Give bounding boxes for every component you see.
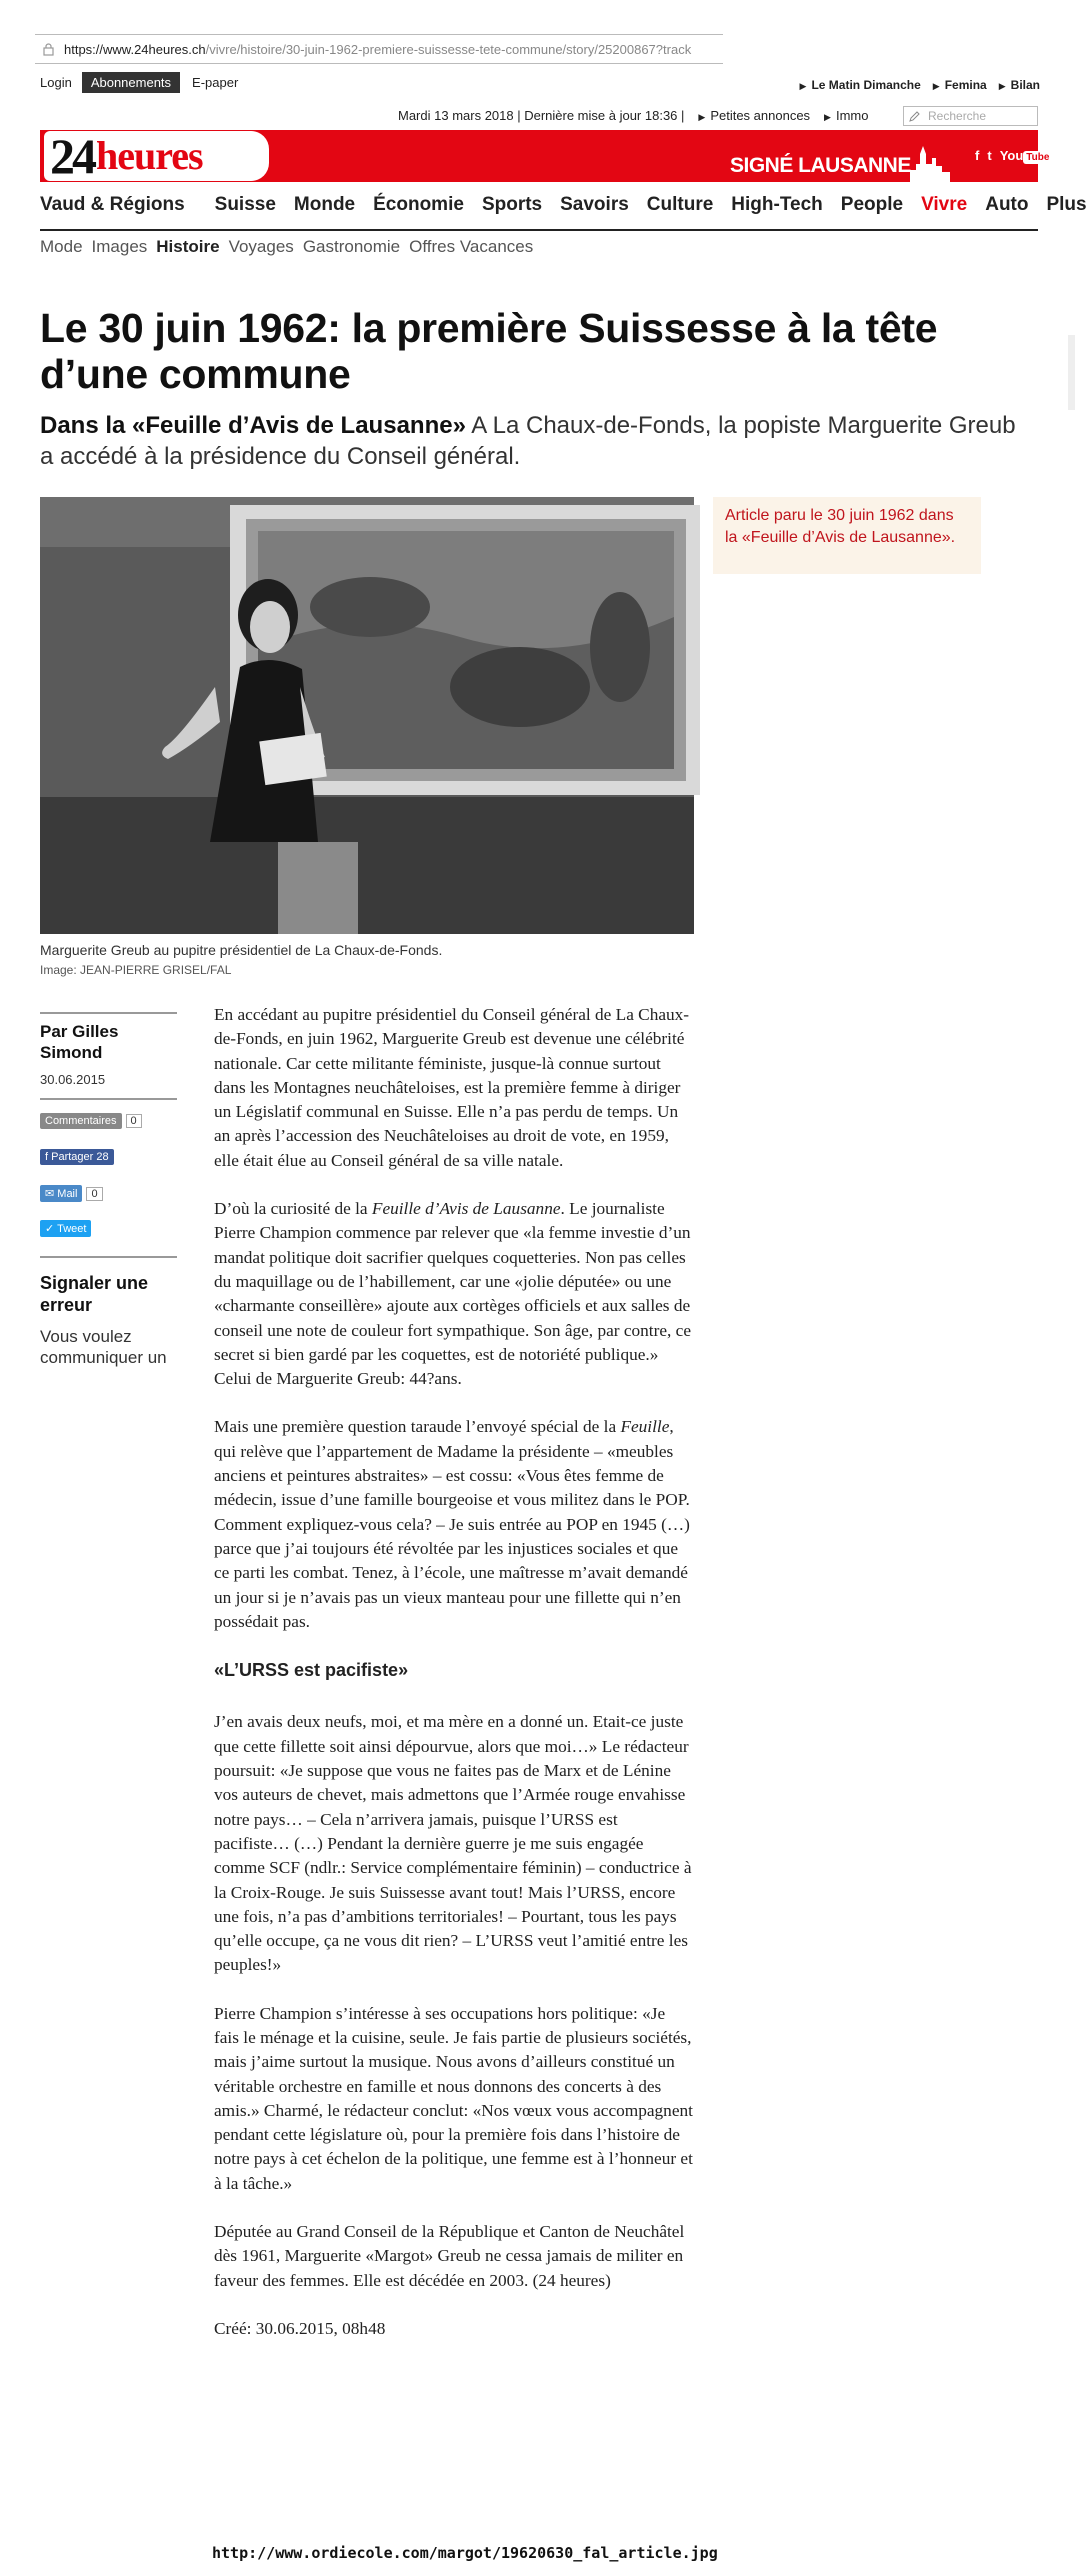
comments-share (40, 1113, 142, 1129)
sidebar-divider (40, 1256, 177, 1258)
subheading: «L’URSS est pacifiste» (214, 1660, 409, 1681)
mail-share (40, 1185, 103, 1202)
nav-item-plus[interactable]: Plus (1046, 194, 1087, 215)
mail-icon: ✉ (45, 1188, 58, 1200)
subnav-item-images[interactable]: Images (91, 237, 148, 256)
site-logo[interactable] (44, 128, 269, 184)
article-photo (40, 497, 694, 934)
abonnements-button[interactable]: Abonnements (82, 72, 180, 93)
created-timestamp: Créé: 30.06.2015, 08h48 (214, 2318, 386, 2338)
paragraph: Mais une première question taraude l’envoyé spécial de la Feuille, qui relève que l’appartement de Madame la présidente – «meubles anciens et peintures abstraites» – est cossu: «Vous êtes femme de médecin, issue d’une famille bourgeoise et vous militez dans le POP. Comment expliquez-vous cela? – Je suis entrée au POP en 1945 (…) parce que j’ai toujours été révoltée par les injustices sociales et que ce parti les combat. Tenez, à l’école, une maîtresse m’avait demandé un jour si je n’avais pas un vieux manteau pour une fillette qui n’en possédait pas. (214, 1417, 690, 1631)
article-source-note: Article paru le 30 juin 1962 dans la «Feuille d’Avis de Lausanne». (713, 497, 981, 574)
article-lead (40, 410, 1030, 472)
subnav-item-offres-vacances[interactable]: Offres Vacances (409, 237, 534, 256)
paragraph: J’en avais deux neufs, moi, et ma mère en a donné un. Etait-ce juste que cette fillette soit ainsi dépourvue, alors que moi…» Le rédacteur poursuit: «Je suppose que vous ne faites pas de Marx et de Lénine vos auteurs de chevet, mais admettons que l’Armée rouge envahisse notre pays… – Cela n’arrivera jamais, puisque l’URSS est pacifiste… (…) Pendant la dernière guerre je me suis engagée comme SCF (ndlr.: Service complémentaire féminin) – conductrice à la Croix-Rouge. Je suis Suissesse avant tout! Mais l’URSS, encore une fois, n’a pas d’ambitions territoriales! – Pourtant, tous les pays qu’elle occupe, ça ne vous dit rien? – L’URSS veut l’amitié entre les peuples!» (214, 1712, 692, 1975)
article-author[interactable]: Par Gilles Simond (40, 1022, 119, 1062)
pencil-icon (909, 110, 921, 122)
sidebar-divider (40, 1012, 177, 1014)
mail-count: 0 (86, 1187, 102, 1201)
current-date: Mardi 13 mars 2018 | Dernière mise à jour 18:36 | (398, 108, 685, 123)
nav-item-vaud[interactable]: Vaud & Régions (40, 194, 185, 215)
subnav-item-gastronomie[interactable]: Gastronomie (302, 237, 401, 256)
lead-source: Dans la «Feuille d’Avis de Lausanne» (40, 412, 466, 439)
twitter-icon: ✓ (45, 1223, 58, 1235)
utility-links (40, 72, 248, 93)
partner-link[interactable]: ▶ Bilan (999, 78, 1040, 92)
url-path: /vivre/histoire/30-juin-1962-premiere-suissesse-tete-commune/story/25200867?track (205, 41, 692, 57)
sub-nav (40, 237, 533, 257)
search-placeholder: Recherche (928, 109, 987, 123)
brand-bar (40, 128, 1050, 184)
paragraph: En accédant au pupitre présidentiel du Conseil général de La Chaux-de-Fonds, en juin 1962, Marguerite Greub est devenue une célébrité nationale. Car cette militante féministe, jusque-là connue surtout dans les Montagnes neuchâteloises, est la première femme à diriger un Législatif communal en Suisse. Elle n’a pas perdu de temps. Un an après l’accession des Neuchâteloises au droit de vote, en 1959, elle était élue au Conseil général de sa ville natale. (214, 1005, 690, 1170)
nav-item-culture[interactable]: Culture (646, 194, 714, 215)
publish-date: 30.06.2015 (40, 1072, 106, 1087)
facebook-share-button[interactable]: f Partager 28 (40, 1149, 114, 1165)
paragraph: Députée au Grand Conseil de la République et Canton de Neuchâtel dès 1961, Marguerite «Margot» Greub ne cessa jamais de militer en faveur des femmes. Elle est décédée en 2003. (24 heures) (214, 2222, 685, 2290)
tweet-button[interactable]: ✓ Tweet (40, 1220, 91, 1237)
lock-icon (43, 43, 54, 56)
cathedral-icon (910, 144, 950, 182)
main-nav (40, 194, 1087, 216)
paragraph: Pierre Champion s’intéresse à ses occupations hors politique: «Je fais le ménage et la cuisine, seule. Je fais partie de plusieurs sociétés, mais j’aime surtout la musique. Nous avons d’ailleurs constitué un véritable orchestre en famille et nous donnons des concerts à des amis.» Charmé, le rédacteur conclut: «Nos vœux vous accompagnent pendant cette législature où, pour la première fois dans l’histoire de notre pays à cet échelon de la politique, une femme est à l’honneur et à la tâche.» (214, 2003, 693, 2193)
youtube-icon[interactable]: You Tube (1000, 148, 1053, 163)
nav-divider (40, 229, 1038, 231)
url-host: https://www.24heures.ch (64, 41, 206, 57)
article-body (214, 1003, 694, 2365)
mail-share-button[interactable]: ✉ Mail (40, 1185, 82, 1202)
partner-links (800, 78, 1040, 92)
source-url: http://www.ordiecole.com/margot/19620630_fal_article.jpg (212, 2544, 718, 2562)
nav-item-people[interactable]: People (840, 194, 904, 215)
address-bar[interactable] (35, 34, 723, 64)
subnav-item-mode[interactable]: Mode (40, 237, 83, 256)
nav-item-sports[interactable]: Sports (481, 194, 543, 215)
report-error-title[interactable]: Signaler une erreur (40, 1273, 149, 1315)
lead-text: A La Chaux-de-Fonds, la popiste Marguerite Greub a accédé à la présidence du Conseil général. (40, 412, 1016, 470)
nav-item-monde[interactable]: Monde (293, 194, 356, 215)
logo-word: heures (96, 133, 203, 178)
search-input[interactable] (903, 106, 1038, 126)
report-error-text: Vous voulez communiquer un (40, 1327, 167, 1367)
petites-annonces-link[interactable]: ▶ Petites annonces (698, 108, 810, 123)
nav-item-high-tech[interactable]: High-Tech (731, 194, 823, 215)
subnav-item-histoire[interactable]: Histoire (156, 237, 220, 256)
dateline (398, 108, 868, 123)
sidebar-divider (40, 1098, 177, 1100)
twitter-icon[interactable]: t (987, 148, 992, 163)
comments-count: 0 (126, 1114, 142, 1128)
comments-button[interactable]: Commentaires (40, 1113, 122, 1129)
social-links (975, 148, 1052, 163)
photo-caption: Marguerite Greub au pupitre présidentiel de La Chaux-de-Fonds. (40, 942, 443, 958)
publication-name: Feuille (620, 1417, 670, 1437)
signe-lausanne-logo[interactable]: SIGNÉ LAUSANNE (730, 154, 911, 177)
facebook-icon: f (45, 1151, 52, 1163)
nav-item-economie[interactable]: Économie (373, 194, 464, 215)
publication-name: Feuille d’Avis de Lausanne (371, 1199, 561, 1219)
login-link[interactable]: Login (40, 75, 72, 90)
logo-number: 24 (50, 128, 94, 184)
partner-link[interactable]: ▶ Femina (933, 78, 987, 92)
paragraph: D’où la curiosité de la Feuille d’Avis de Lausanne. Le journaliste Pierre Champion commence par relever que «la femme investie d’un mandat politique doit sacrifier quelques coquetteries. Non pas celles du maquillage ou de l’habillement, car une «jolie députée» ou une «charmante conseillère» ajoute aux cortèges officiels et aux salles de conseil une note de couleur fort sympathique. Son âge, par contre, ce secret si bien gardé par les coquettes, est de notoriété publique.» Celui de Marguerite Greub: 44?ans. (214, 1199, 691, 1389)
scrollbar[interactable] (1068, 335, 1075, 410)
facebook-icon[interactable]: f (975, 148, 980, 163)
photo-credit: Image: JEAN-PIERRE GRISEL/FAL (40, 963, 232, 977)
facebook-share (40, 1149, 114, 1165)
article-title: Le 30 juin 1962: la première Suissesse à la tête d’une commune (40, 305, 938, 397)
nav-item-vivre[interactable]: Vivre (921, 194, 968, 215)
epaper-link[interactable]: E-paper (192, 75, 239, 90)
subnav-item-voyages[interactable]: Voyages (228, 237, 294, 256)
immo-link[interactable]: ▶ Immo (824, 108, 868, 123)
nav-item-suisse[interactable]: Suisse (214, 194, 276, 215)
photo-illustration (40, 497, 694, 934)
partner-link[interactable]: ▶ Le Matin Dimanche (800, 78, 921, 92)
nav-item-savoirs[interactable]: Savoirs (560, 194, 629, 215)
nav-item-auto[interactable]: Auto (985, 194, 1029, 215)
tweet-share (40, 1220, 91, 1237)
